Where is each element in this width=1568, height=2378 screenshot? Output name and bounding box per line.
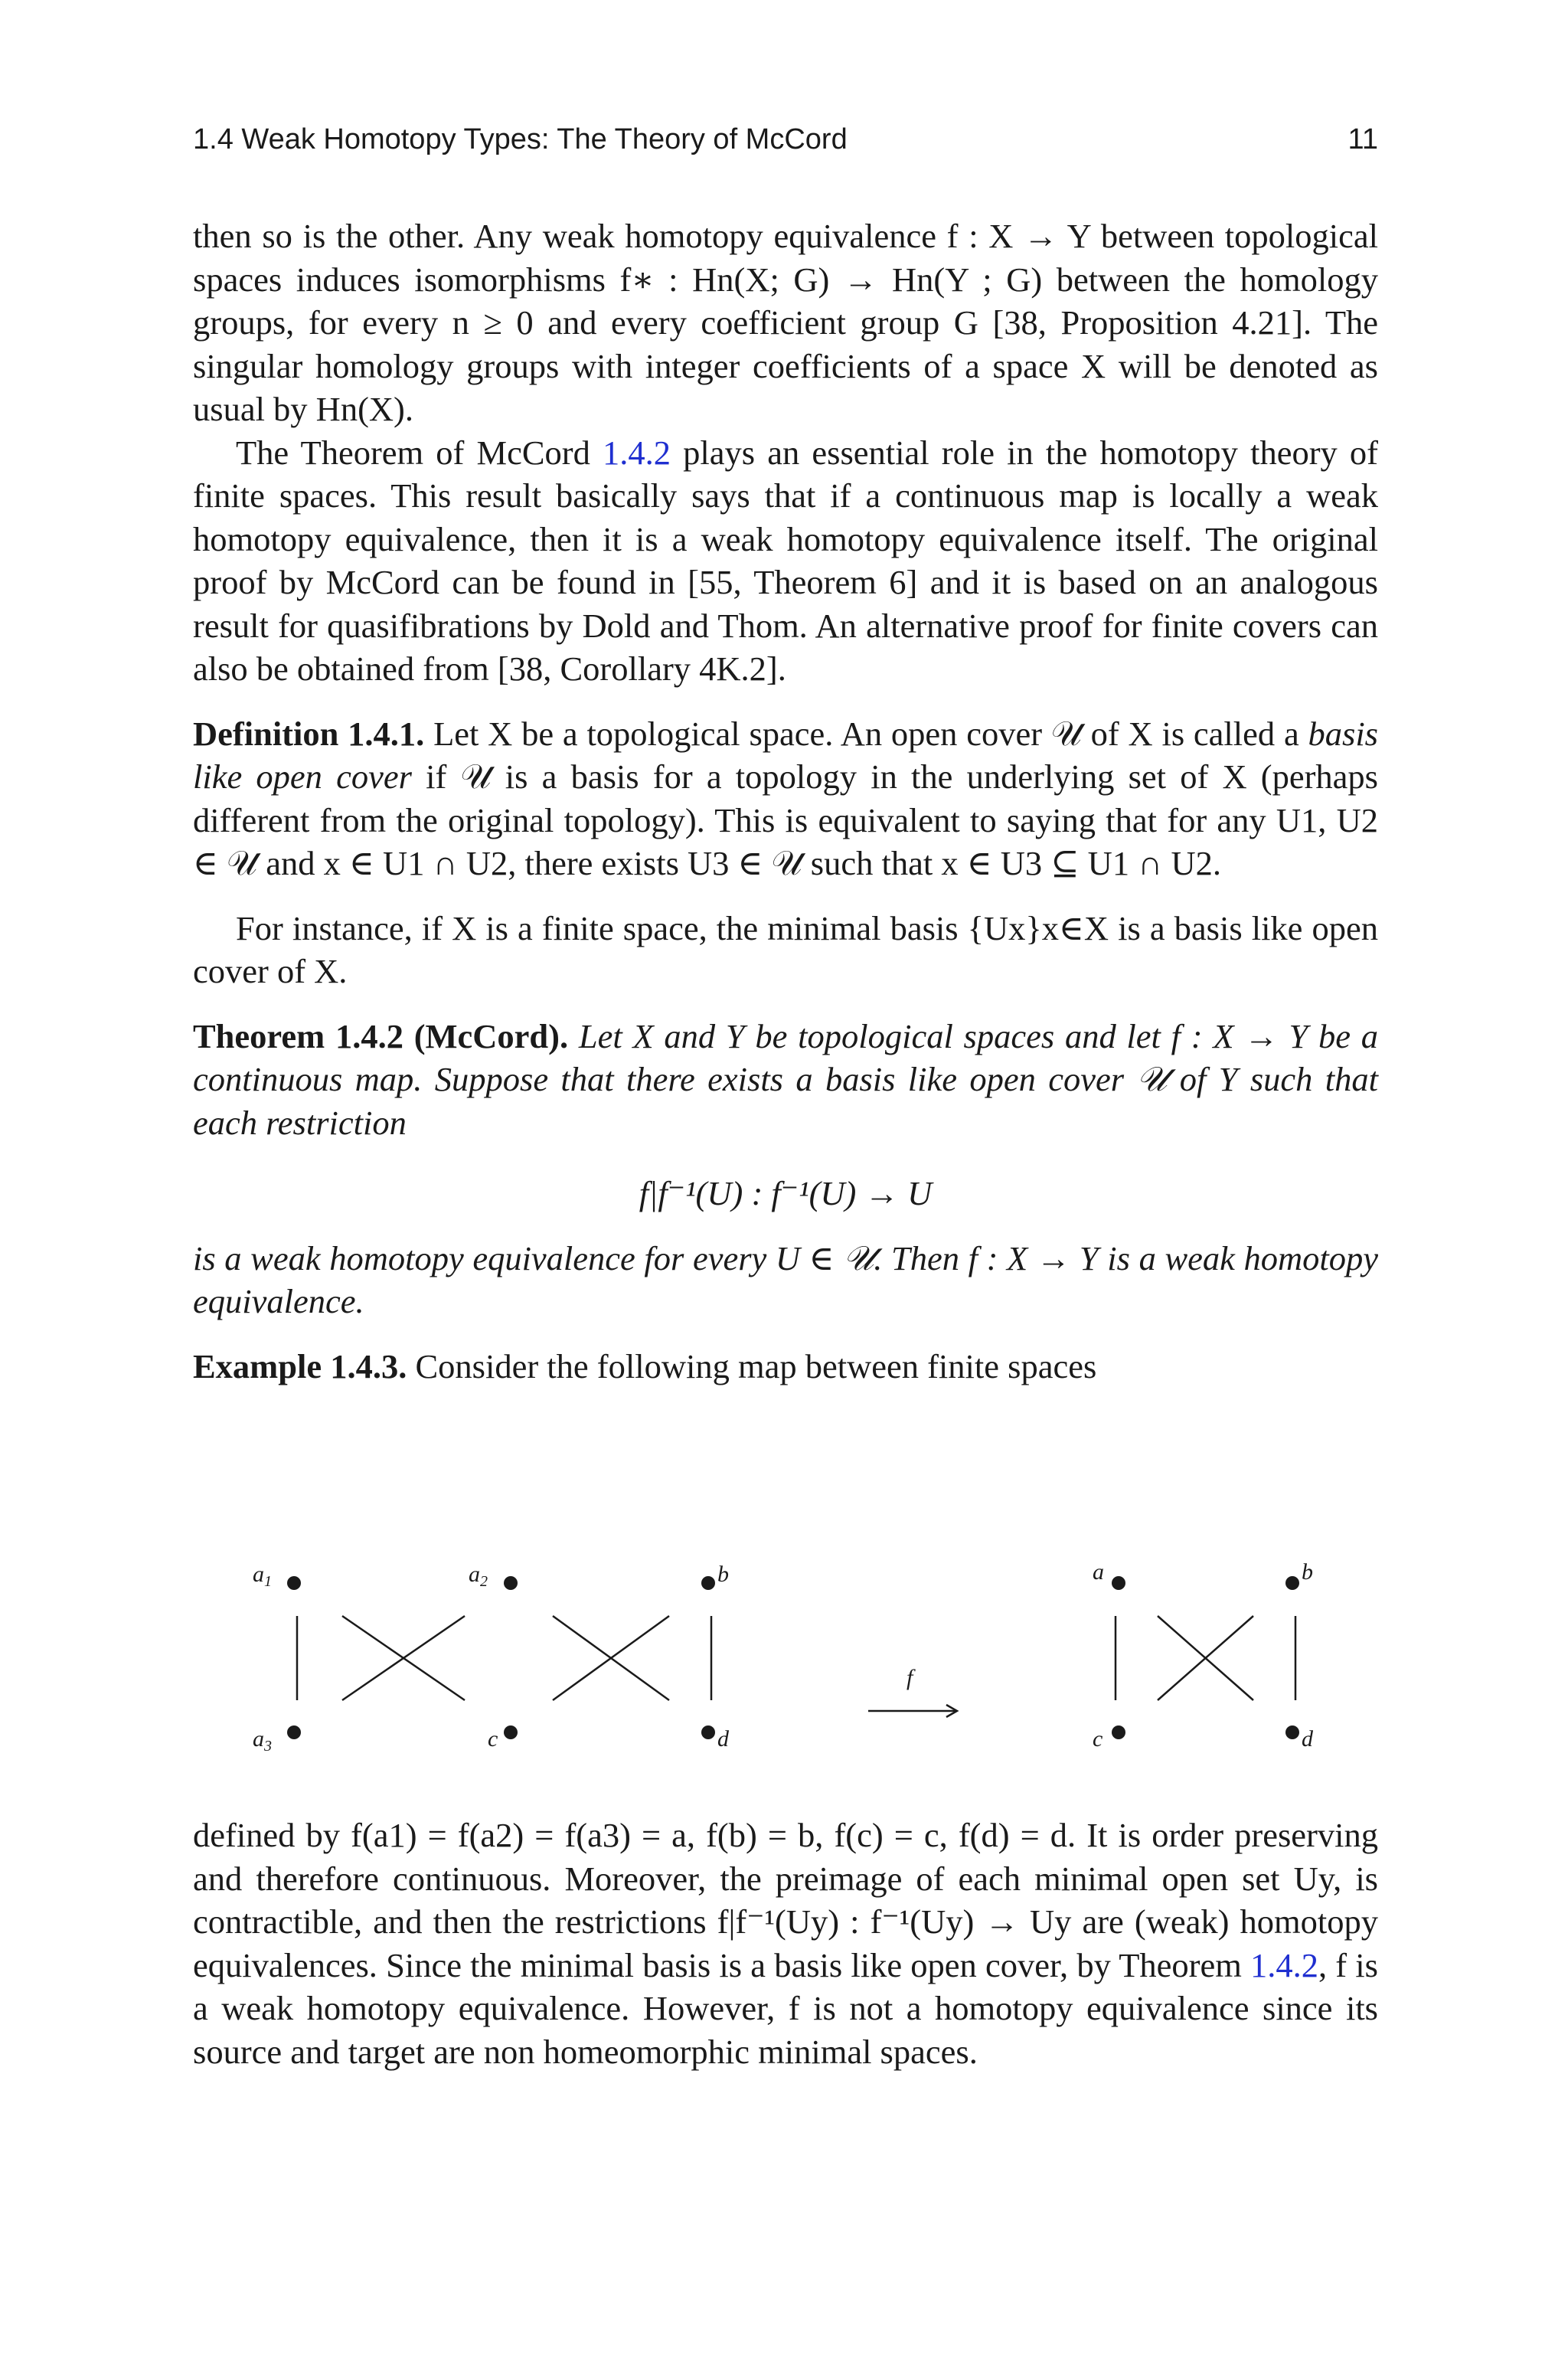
point-a2 [504,1576,518,1590]
finite-spaces-diagram [193,1539,1378,1769]
label-b: b [717,1562,729,1587]
paragraph-homology: then so is the other. Any weak homotopy equivalence f : X → Y between topological spaces induces isomorphisms f∗ : Hn(X; G) → Hn(Y ; G) between the homology groups, for every n ≥ 0 and every coefficient group G [38, Proposition 4.21]. The singular homology groups with integer coefficients of a space X will be denoted as usual by Hn(X). [193,217,1378,428]
definition-text: if 𝒰 is a basis for a topology in the underlying set of X (perhaps different from the original topology). This is equivalent to saying that for any U1, U2 ∈ 𝒰 and x ∈ U1 ∩ U2, there exists U3 ∈ 𝒰 such that x ∈ U3 ⊆ U1 ∩ U2. [193,757,1379,882]
label-a2: $a_2$ [469,1562,488,1590]
label-a3: $a_3$ [253,1726,272,1755]
target-point-d [1285,1725,1299,1739]
point-b [701,1576,715,1590]
map-label: f [906,1665,913,1690]
theorem-link[interactable]: 1.4.2 [603,433,671,472]
target-label-d: d [1302,1726,1313,1752]
target-label-b: b [1302,1559,1313,1585]
point-a1 [287,1576,301,1590]
paragraph-text: plays an essential role in the homotopy theory of finite spaces. This result basically says that if a continuous map is locally a weak homotopy equivalence, then it is a weak homotopy equivalence itself. The original proof by McCord can be found in [55, Theorem 6] and it is based on an analogous result for quasifibrations by Dold and Thom. An alternative proof for finite covers can also be obtained from [38, Corollary 4K.2]. [193,433,1378,688]
label-a1: $a_1$ [253,1562,272,1590]
point-d [701,1725,715,1739]
example-label: Example 1.4.3. [193,1346,407,1385]
definition-label: Definition 1.4.1. [193,714,425,753]
paragraph-example-explanation [193,1814,1378,2073]
target-label-a: a [1093,1559,1104,1585]
paragraph-text: defined by f(a1) = f(a2) = f(a3) = a, f(b) = b, f(c) = c, f(d) = d. It is order preserving and therefore continuous. Moreover, the preimage of each minimal open set Uy, is contractible, and then the restrictions f|f⁻¹(Uy) : f⁻¹(Uy) → Uy are (weak) homotopy equivalences. Since the minimal basis is a basis like open cover, by Theorem [193,1816,1378,1984]
theorem-label: Theorem 1.4.2 (McCord). [193,1016,569,1055]
definition-1-4-1 [193,712,1378,885]
theorem-conclusion: is a weak homotopy equivalence for every U ∈ 𝒰. Then f : X → Y is a weak homotopy equivalence. [193,1238,1378,1320]
theorem-display-formula: f|f⁻¹(U) : f⁻¹(U) → U [639,1174,933,1212]
running-header [193,121,1378,158]
paragraph-text: , f is a weak homotopy equivalence. However, f is not a homotopy equivalence since its source and target are non homeomorphic minimal spaces. [193,1945,1378,2071]
paragraph-mccord-intro [193,431,1378,691]
target-point-a [1112,1576,1125,1590]
section-title: 1.4 Weak Homotopy Types: The Theory of McCord [193,123,848,155]
hasse-diagram-svg [193,1539,1378,1769]
label-c: c [488,1726,498,1752]
map-arrow [868,1665,957,1717]
target-space [1093,1559,1314,1752]
example-1-4-3 [193,1345,1378,1389]
source-space [253,1562,730,1755]
label-d: d [717,1726,729,1752]
point-c [504,1725,518,1739]
point-a3 [287,1725,301,1739]
example-text: Consider the following map between finite spaces [407,1346,1097,1385]
page-number: 11 [1348,123,1378,155]
target-label-c: c [1093,1726,1103,1752]
paragraph-text: The Theorem of McCord [236,433,603,472]
paragraph-minimal-basis: For instance, if X is a finite space, the minimal basis {Ux}x∈X is a basis like open cover of X. [193,908,1378,990]
definition-term: basis like open cover [193,714,1378,796]
definition-text: Let X be a topological space. An open cover 𝒰 of X is called a [424,714,1308,753]
target-point-c [1112,1725,1125,1739]
page-body [193,214,1378,1388]
page-body-lower [193,1814,1378,2073]
theorem-1-4-2 [193,1015,1378,1145]
theorem-link[interactable]: 1.4.2 [1250,1945,1318,1984]
theorem-text: Let X and Y be topological spaces and let f : X → Y be a continuous map. Suppose that there exists a basis like open cover 𝒰 of Y such that each restriction [193,1016,1378,1142]
target-point-b [1285,1576,1299,1590]
